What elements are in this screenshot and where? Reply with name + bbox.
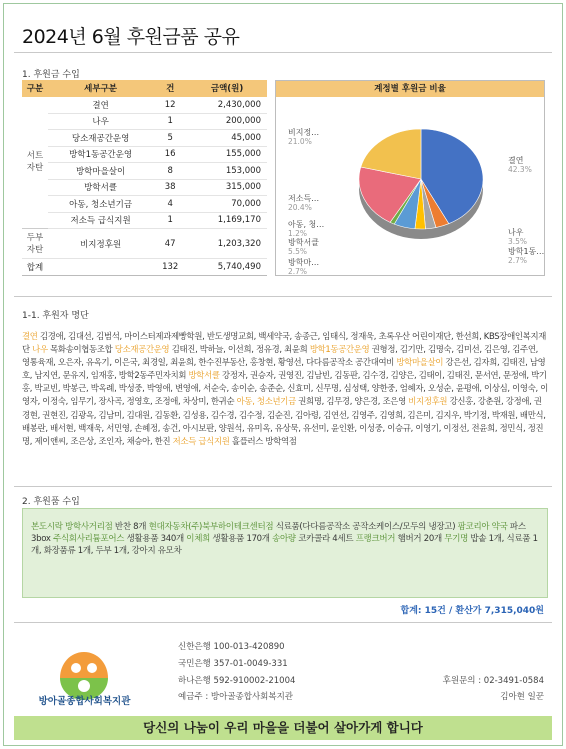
donor-category: 방학마을살이 [396,357,446,368]
row-count: 47 [153,229,187,259]
row-count: 4 [153,196,187,213]
contact-staff: 김아현 일꾼 [500,692,544,702]
row-count: 38 [153,179,187,196]
header-subcategory: 세부구분 [48,80,153,97]
slice-label: 방학서클 [288,238,319,247]
donor-names: 목화송이협동조합 [50,344,115,355]
row-name: 아동, 청소년기금 [48,196,153,213]
table-row [22,163,267,180]
donor-category: 저소득 급식지원 [172,435,232,446]
slice-label: 결연 [508,156,524,165]
row-name: 나우 [48,113,153,130]
bank-account: 신한은행 100-013-420890 [178,642,285,652]
goods-donor: 현대자동차(주)북부하이테크센터점 [148,522,276,532]
table-row [22,130,267,147]
goods-item: 코카콜라 4세트 [298,534,356,545]
goods-list [22,508,548,598]
donor-list [22,330,548,448]
donor-names: 흘플러스 방학역점 [231,435,297,446]
goods-donor: 무기명 [444,534,471,545]
donor-names: 김태진, 박하늘, 이선희, 정유경, 최윤희 [171,344,310,355]
table-row [22,113,267,130]
contact-phone: 후원문의 : 02-3491-0584 [442,676,544,686]
goods-item: 햄버거 20개 [397,534,445,545]
row-amount: 315,000 [187,179,267,196]
donor-category: 방학1동공간운영 [309,344,372,355]
slice-percent: 2.7% [288,267,308,275]
slice-label: 아동, 청… [288,220,325,229]
row-count: 8 [153,163,187,180]
table-row [22,179,267,196]
row-name: 결연 [48,97,153,114]
slice-percent: 20.4% [288,203,312,212]
row-name: 방학서클 [48,179,153,196]
section-donation-title: 1. 후원금 수입 [22,70,80,80]
donation-table [22,80,267,276]
slice-percent: 2.7% [508,256,528,265]
goods-item: 식료품(다다름공작소 공작소케이스/모두의 냉장고) [275,522,458,532]
header-amount: 금액(원) [187,80,267,97]
divider [14,622,552,623]
row-name: 방학1동공간운영 [48,146,153,163]
donor-category: 당소재공간운영 [114,344,172,355]
donor-names: 김경애, 김대선, 김범석, 마이스터제과제빵학원, 반도생명교회, 백세약국, 송종근, 임태식, 정재욱, 초록우산 어린이재단, 한선희, KBS장애인복지재단 [22,331,547,355]
section-donors-title: 1-1. 후원자 명단 [22,311,89,321]
total-count: 132 [153,259,187,276]
donor-names: 강정자, 권승자, 권영진, 김남빈, 김동판, 김수경, 김양은, 김태이, 김태진, 문서연, 문정애, 박기홍, 박교빈, 박봉근, 박옥례, 박성중, 박영애, 변영애, 서순숙, 송이순, 송준순, 신효미, 신무명, 심성택, 양한중, 엄혜자, 오성순, 윤평애, 이상심, 이영숙, 이영자, 이정숙, 임무기, 장사곡, 정영호, 조정애, 차상미, 한귀순 [22,370,549,407]
bank-account: 하나은행 592-910002-21004 [178,676,296,686]
divider [14,486,552,487]
slice-label: 방학1동… [508,247,544,256]
goods-item: 생활용품 170개 [212,534,273,545]
donor-category: 나우 [32,344,51,355]
section-goods-title: 2. 후원품 수입 [22,497,80,507]
total-amount: 5,740,490 [187,259,267,276]
goods-donor: 팜코리아 약국 [457,522,510,532]
slice-label: 방학마… [288,258,320,267]
slice-label: 비지정… [288,128,320,137]
donor-names: 권희명, 김무경, 양은경, 조은영 [298,396,409,407]
org-name: 방아골종합사회복지관 [38,696,131,707]
header-count: 건 [153,80,187,97]
table-row [22,196,267,213]
goods-summary: 합계: 15건 / 환산가 7,315,040원 [400,606,544,616]
donor-category: 방학서클 [188,370,223,381]
group-label: 서트자탄 [22,97,48,229]
divider [14,52,552,53]
account-holder: 예금주 : 방아골종합사회복지관 [178,692,294,702]
header-category: 구분 [22,80,48,97]
row-amount: 2,430,000 [187,97,267,114]
goods-item: 반찬 8개 [114,522,149,532]
goods-donor: 프랭크버거 [355,534,398,545]
table-row [22,146,267,163]
row-count: 1 [153,212,187,229]
goods-donor: 송아량 [272,534,299,545]
row-name: 방학마을살이 [48,163,153,180]
group-label: 두부자탄 [22,229,48,259]
goods-donor: 이체희 [186,534,213,545]
row-count: 5 [153,130,187,147]
slice-percent: 21.0% [288,137,312,146]
pie-chart-box [275,80,545,276]
row-amount: 200,000 [187,113,267,130]
slice-percent: 1.2% [288,229,308,238]
row-amount: 153,000 [187,163,267,180]
slice-label: 나우 [508,228,524,237]
footer-banner: 당신의 나눔이 우리 마을을 더불어 살아가게 합니다 [14,716,552,740]
table-row [22,229,267,259]
goods-item: 밥솥 1개, 식료품 1개, 화장품류 1개, 두부 1개, 강아지 유모차 [31,534,538,557]
goods-item: 파스 3box [31,522,526,545]
table-row [22,97,267,114]
total-label: 합계 [22,259,48,276]
slice-percent: 5.5% [288,247,308,256]
row-amount: 1,169,170 [187,212,267,229]
row-name: 비지정후원 [48,229,153,259]
page-title: 2024년 6월 후원금품 공유 [22,26,240,48]
donor-category: 비지정후원 [408,396,450,407]
row-amount: 45,000 [187,130,267,147]
donor-names: 강신홍, 강춘원, 강정애, 권경현, 권현진, 김광옥, 김남미, 김대원, 김동환, 김성용, 김수경, 김수정, 김순진, 김아령, 김연선, 김영주, 김영희, 김은미, 김지우, 박기정, 박재원, 배만식, 배봉란, 배서현, 백재욱, 서민영, 손혜정, 송건, 아시보판, 양원석, 유미옥, 유상묵, 유선미, 윤인환, 이성중, 이승규, 이영기, 이정선, 전윤희, 정민식, 정진명, 제이앤씨, 조은상, 조인자, 채승아, 한진 [22,396,546,446]
chart-title: 계정별 후원금 비율 [276,81,544,97]
row-name: 당소재공간운영 [48,130,153,147]
slice-label: 저소득… [288,194,320,203]
pie-chart [276,97,544,275]
goods-donor: 본도시락 방학사거리점 [31,522,115,532]
table-total-row [22,259,267,276]
row-amount: 70,000 [187,196,267,213]
table-row [22,212,267,229]
row-count: 16 [153,146,187,163]
goods-item: 생활용품 340개 [126,534,187,545]
bank-account: 국민은행 357-01-0049-331 [178,659,288,669]
row-name: 저소득 급식지원 [48,212,153,229]
donor-names: 권형정, 김기만, 김명숙, 김미선, 김은영, 김주연, 영통육재, 오은자, 유옥기, 이은국, 최경일, 최윤희, 한수진부동산, 홍창현, 황영선, 다다름공작소 공간대여비 [22,344,538,368]
row-count: 12 [153,97,187,114]
slice-percent: 3.5% [508,237,528,246]
row-amount: 1,203,320 [187,229,267,259]
row-count: 1 [153,113,187,130]
goods-donor: 주식회사리튬포어스 [52,534,127,545]
donor-category: 아동, 청소년기금 [236,396,299,407]
donor-names: 강은선, 김자희, 김태진, 남영호, 남지연, 문유지, 임재홍, 방학2동주민자치회 [22,357,546,381]
divider [14,296,552,297]
row-amount: 155,000 [187,146,267,163]
slice-percent: 42.3% [508,165,532,174]
donor-category: 결연 [22,331,40,341]
